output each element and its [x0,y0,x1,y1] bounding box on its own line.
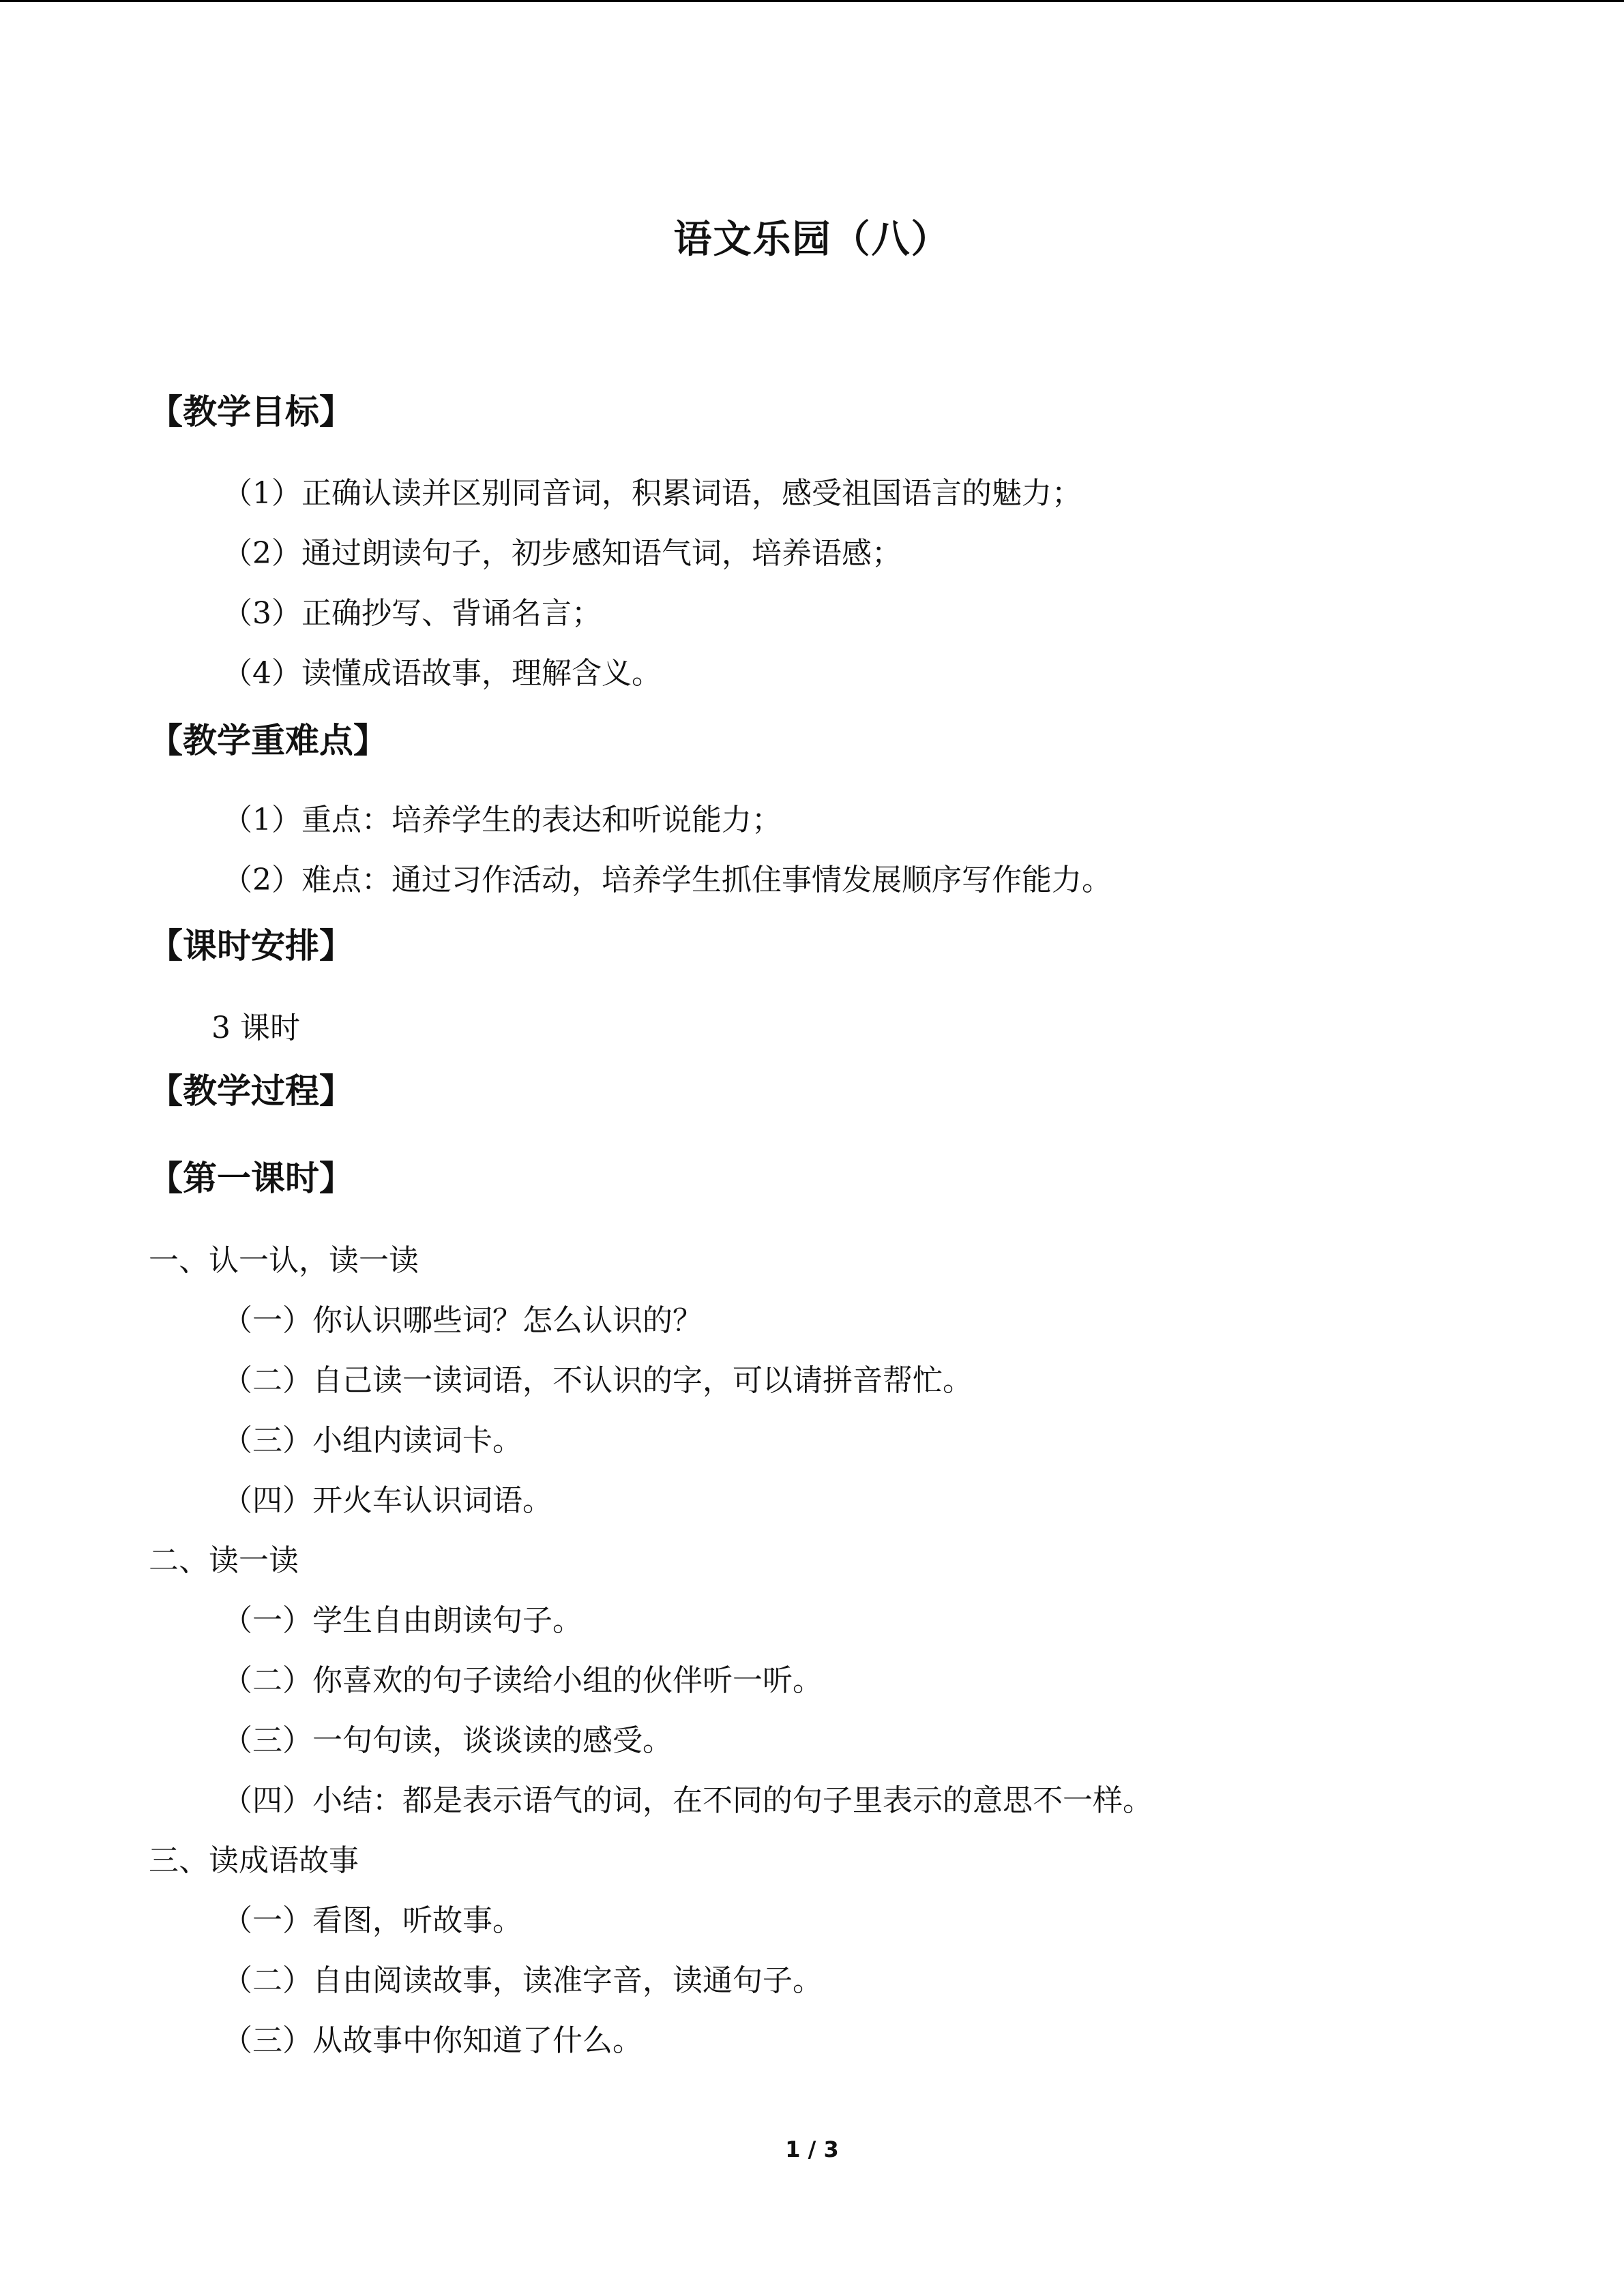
part-1-step-3: （三）小组内读词卡。 [222,1423,522,1458]
objective-item-3: （3）正确抄写、背诵名言； [222,596,602,631]
part-1-step-2: （二）自己读一读词语，不认识的字，可以请拼音帮忙。 [222,1363,973,1398]
part-title-1: 一、认一认，读一读 [149,1243,419,1278]
key-point-item-1: （1）重点：培养学生的表达和听说能力； [222,803,782,837]
part-1-step-1: （一）你认识哪些词？怎么认识的？ [222,1303,703,1338]
objective-item-2: （2）通过朗读句子，初步感知语气词，培养语感； [222,536,902,571]
part-3-step-3: （三）从故事中你知道了什么。 [222,2023,643,2058]
objective-item-1: （1）正确认读并区别同音词，积累词语，感受祖国语言的魅力； [222,476,1082,511]
part-2-step-3: （三）一句句读，谈谈读的感受。 [222,1723,673,1758]
part-3-step-2: （二）自由阅读故事，读准字音，读通句子。 [222,1963,823,1998]
schedule-text: 3 课时 [211,1011,300,1045]
key-points-heading: 【教学重难点】 [149,721,387,760]
part-2-step-4: （四）小结：都是表示语气的词，在不同的句子里表示的意思不一样。 [222,1783,1153,1818]
page-number: 1 / 3 [785,2136,839,2162]
page-top-border [0,0,1624,2]
lesson-one-heading: 【第一课时】 [149,1159,353,1198]
objective-item-4: （4）读懂成语故事，理解含义。 [222,656,662,691]
part-2-step-2: （二）你喜欢的句子读给小组的伙伴听一听。 [222,1663,823,1698]
process-heading: 【教学过程】 [149,1071,353,1111]
objectives-heading: 【教学目标】 [149,392,353,432]
schedule-heading: 【课时安排】 [149,926,353,966]
part-3-step-1: （一）看图，听故事。 [222,1903,522,1938]
part-2-step-1: （一）学生自由朗读句子。 [222,1603,582,1638]
part-title-2: 二、读一读 [149,1543,299,1578]
part-title-3: 三、读成语故事 [149,1843,359,1878]
document-title: 语文乐园（八） [673,218,951,262]
part-1-step-4: （四）开火车认识词语。 [222,1483,552,1518]
key-point-item-2: （2）难点：通过习作活动，培养学生抓住事情发展顺序写作能力。 [222,863,1112,897]
